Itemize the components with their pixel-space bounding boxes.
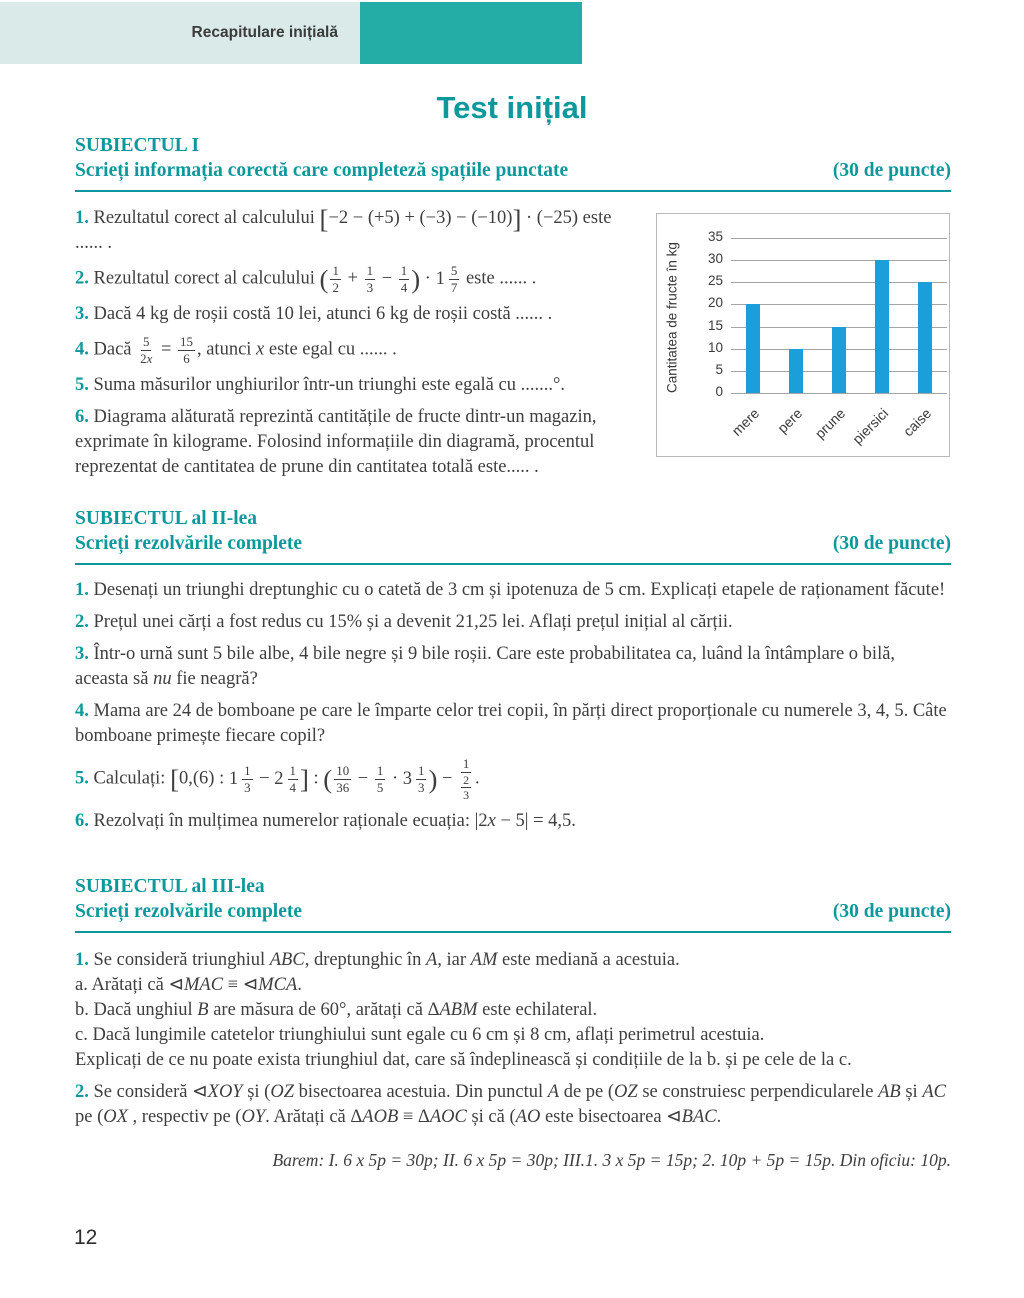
header-accent-band	[360, 2, 582, 64]
y-tick-label: 35	[707, 229, 723, 244]
chart-bar	[875, 260, 889, 393]
gridline	[731, 393, 947, 394]
barem-note: Barem: I. 6 x 5p = 30p; II. 6 x 5p = 30p; III.1. 3 x 5p = 15p; 2. 10p + 5p = 15p. Din oficiu: 10p.	[272, 1150, 951, 1170]
section-1-header	[75, 134, 951, 192]
problem-number: 1.	[75, 208, 94, 228]
fruit-bar-chart	[656, 213, 950, 457]
problem-line: 2. Se consideră ⊲XOY și (OZ bisectoarea acestuia. Din punctul A de pe (OZ se construiesc perpendicularele AB și AC pe (OX , respectiv pe (OY. Arătați că ΔAOB ≡ ΔAOC și că (AO este bisectoarea ⊲BAC.	[75, 1082, 946, 1127]
section-1-heading: SUBIECTUL I	[75, 135, 200, 156]
problem-line: 1. Desenați un triunghi dreptunghic cu o catetă de 3 cm și ipotenuza de 5 cm. Explicați etapele de raționament făcute!	[75, 580, 946, 600]
problem-line: 1. Rezultatul corect al calculului [−2 − (+5) + (−3) − (−10)] · (−25) este ...... .	[75, 203, 612, 253]
problem-number: 3.	[75, 644, 94, 664]
section-3-points: (30 de puncte)	[832, 900, 951, 922]
x-category-label: mere	[728, 405, 762, 439]
chapter-tab-label: Recapitulare inițială	[191, 24, 338, 41]
problem-number: 1.	[75, 950, 94, 970]
problem	[75, 699, 953, 749]
section-2-header	[75, 507, 951, 565]
problem-number: 2.	[75, 612, 94, 632]
big-bracket: [	[170, 764, 179, 795]
y-tick-label: 30	[707, 251, 723, 267]
gridline	[731, 304, 947, 305]
y-tick-label: 20	[707, 295, 723, 311]
problem	[75, 809, 953, 834]
problem	[75, 756, 953, 802]
problem	[75, 948, 953, 1073]
fraction: $\frac{1}{5}$	[376, 763, 384, 795]
problem-line: 3. Într-o urnă sunt 5 bile albe, 4 bile negre și 9 bile roșii. Care este probabilitatea ca, luând la întâmplare o bilă, aceasta să nu fie neagră?	[75, 644, 896, 689]
problem-number: 2.	[75, 1082, 94, 1102]
problem-number: 4.	[75, 701, 94, 721]
chapter-tab	[0, 2, 360, 64]
section-3-header	[75, 875, 951, 933]
problem	[75, 334, 641, 366]
y-tick-label: 25	[707, 273, 723, 289]
x-category-label: prune	[811, 405, 849, 442]
problem-line: 1. Se consideră triunghiul ABC, dreptunghic în A, iar AM este mediană a acestuia.	[75, 950, 680, 970]
problem-line: 4. Mama are 24 de bomboane pe care le împarte celor trei copii, în părți direct proporționale cu numerele 3, 4, 5. Câte bomboane primește fiecare copil?	[75, 701, 947, 746]
problem-line: c. Dacă lungimile catetelor triunghiului sunt egale cu 6 cm și 8 cm, aflați perimetrul acestuia.	[75, 1025, 765, 1045]
big-bracket: ]	[299, 764, 309, 795]
problem-number: 5.	[75, 768, 94, 789]
fraction: $\frac{2}{3}$	[463, 772, 470, 802]
problem	[75, 578, 953, 603]
chart-bar	[789, 349, 803, 393]
fraction: $\frac{5}{2x}$	[140, 334, 153, 366]
section-1-points: (30 de puncte)	[832, 159, 951, 181]
problem	[75, 610, 953, 635]
chart-plot-area	[657, 214, 949, 456]
y-tick-label: 0	[715, 384, 723, 399]
x-category-label: piersici	[849, 405, 892, 448]
x-category-label: pere	[773, 405, 806, 437]
problem-line: 2. Rezultatul corect al calculului ( $\frac{1}{2}$ + $\frac{1}{3}$ − $\frac{1}{4}$ ) · 1 $\frac{5}{7}$ este ...... .	[75, 263, 537, 295]
fraction: $\frac{10}{36}$	[336, 763, 350, 795]
chart-y-axis-title: Cantitatea de fructe în kg	[664, 242, 680, 394]
section-3-subheading: Scrieți rezolvările complete	[75, 900, 303, 922]
problem	[75, 1080, 953, 1130]
problem	[75, 203, 641, 256]
problem-number: 6.	[75, 407, 94, 428]
problem-line: 3. Dacă 4 kg de roșii costă 10 lei, atunci 6 kg de roșii costă ...... .	[75, 304, 553, 325]
section-2-subheading: Scrieți rezolvările complete	[75, 532, 303, 554]
gridline	[731, 260, 947, 261]
problem	[75, 373, 641, 398]
problem-line: 2. Prețul unei cărți a fost redus cu 15% și a devenit 21,25 lei. Aflați prețul inițial al cărții.	[75, 612, 733, 632]
fraction: $\frac{1}{4}$	[400, 263, 408, 295]
page-title: Test inițial	[436, 90, 588, 125]
section-3-heading: SUBIECTUL al III-lea	[75, 876, 265, 897]
chart-bar	[918, 282, 932, 393]
problem	[75, 302, 641, 327]
gridline	[731, 282, 947, 283]
page-number: 12	[74, 1226, 98, 1249]
problem-line: 5. Suma măsurilor unghiurilor într-un triunghi este egală cu .......°.	[75, 375, 565, 396]
fraction: $\frac{1}{3}$	[366, 263, 374, 295]
problem	[75, 642, 953, 692]
problem-line: 5. Calculați: [0,(6) : 1 $\frac{1}{3}$ − 2 $\frac{1}{4}$ ] : ( $\frac{10}{36}$ − $\frac{1}{5}$ · 3 $\frac{1}{3}$ ) − $\frac{1}{\frac{2}{3}}$ .	[75, 756, 480, 802]
problem-number: 6.	[75, 811, 94, 832]
big-bracket: )	[428, 764, 438, 795]
big-bracket: (	[323, 764, 333, 795]
section-2-points: (30 de puncte)	[832, 532, 951, 554]
problem-line: 6. Rezolvați în mulțimea numerelor raționale ecuația: |2x − 5| = 4,5.	[75, 811, 576, 832]
section-1-problems	[75, 203, 641, 487]
big-bracket: ]	[512, 203, 522, 234]
fraction: $\frac{1}{3}$	[244, 763, 251, 795]
problem	[75, 263, 641, 295]
gridline	[731, 238, 947, 239]
problem-line: a. Arătați că ⊲MAC ≡ ⊲MCA.	[75, 975, 302, 995]
section-2-problems	[75, 578, 953, 841]
section-3-problems	[75, 948, 953, 1137]
chart-bar	[746, 304, 760, 393]
problem	[75, 405, 641, 480]
problem-number: 2.	[75, 268, 94, 289]
y-tick-label: 10	[707, 339, 723, 355]
problem-number: 4.	[75, 339, 94, 360]
fraction: $\frac{1}{4}$	[289, 763, 296, 795]
big-bracket: (	[319, 264, 329, 295]
problem-line: b. Dacă unghiul B are măsura de 60°, arătați că ΔABM este echilateral.	[75, 1000, 598, 1020]
fraction: $\frac{1}{2}$	[332, 263, 339, 295]
y-tick-label: 5	[715, 361, 723, 377]
problem-line: 6. Diagrama alăturată reprezintă cantitățile de fructe dintr-un magazin, exprimate în kilograme. Folosind informațiile din diagramă, procentul reprezentat de cantitatea de prune din cantitatea totală este..... .	[75, 407, 597, 478]
problem-line: Explicați de ce nu poate exista triunghiul dat, care să îndeplinească și condițiile de la b. și pe cele de la c.	[75, 1050, 852, 1070]
y-tick-label: 15	[707, 317, 723, 333]
chart-bar	[832, 327, 846, 393]
section-2-heading: SUBIECTUL al II-lea	[75, 508, 258, 529]
problem-line: 4. Dacă $\frac{5}{2x}$ = $\frac{15}{6}$ , atunci x este egal cu ...... .	[75, 334, 397, 366]
problem-number: 1.	[75, 580, 94, 600]
fraction: $\frac{15}{6}$	[180, 334, 193, 366]
big-bracket: [	[319, 203, 329, 234]
problem-number: 5.	[75, 375, 94, 396]
big-bracket: )	[411, 264, 421, 295]
problem-number: 3.	[75, 304, 94, 325]
fraction: $\frac{1}{\frac{2}{3}}$	[462, 756, 470, 802]
fraction: $\frac{5}{7}$	[450, 263, 458, 295]
section-1-subheading: Scrieți informația corectă care completeză spațiile punctate	[75, 159, 569, 181]
x-category-label: caise	[900, 405, 935, 440]
fraction: $\frac{1}{3}$	[418, 763, 425, 795]
